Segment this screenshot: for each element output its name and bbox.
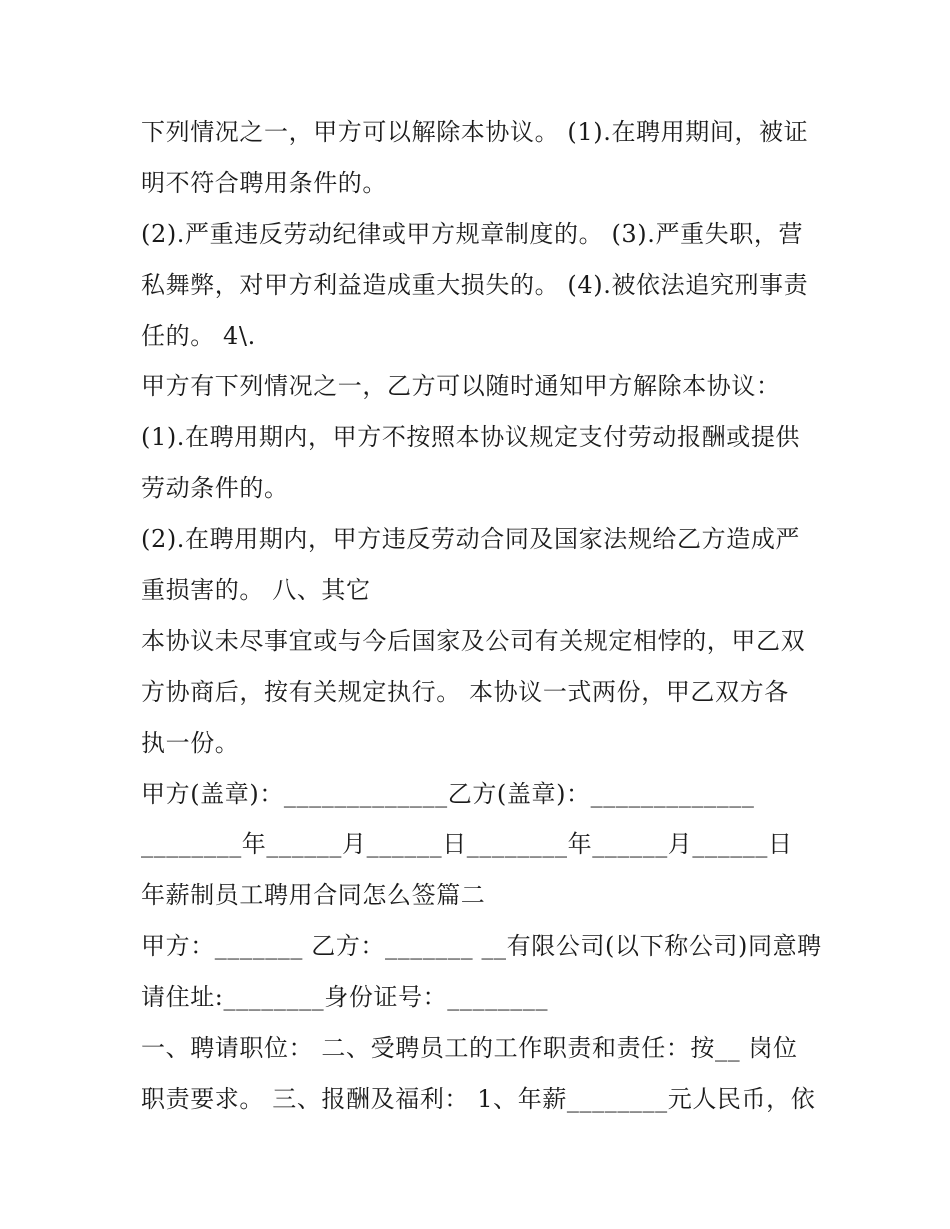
text-line: 劳动条件的。: [141, 474, 289, 503]
text-line: 下列情况之一，甲方可以解除本协议。 (1).在聘用期间，被证: [141, 118, 809, 146]
text-line: 请住址:________身份证号：________: [141, 983, 549, 1012]
text-line: 执一份。: [141, 728, 240, 757]
section-title: 年薪制员工聘用合同怎么签篇二: [141, 881, 486, 910]
text-line: 本协议未尽事宜或与今后国家及公司有关规定相悖的，甲乙双: [141, 626, 806, 655]
text-line: 一、聘请职位： 二、受聘员工的工作职责和责任：按__ 岗位: [141, 1034, 798, 1063]
text-line: (2).在聘用期内，甲方违反劳动合同及国家法规给乙方造成严: [141, 525, 801, 554]
text-line: 职责要求。 三、报酬及福利： 1、年薪________元人民币，依: [141, 1084, 816, 1113]
document-body: [141, 107, 821, 1125]
signature-line: 甲方(盖章)：_____________乙方(盖章)：_____________: [141, 779, 755, 808]
text-line: 私舞弊，对甲方利益造成重大损失的。 (4).被依法追究刑事责: [141, 270, 809, 299]
date-line: ________年______月______日________年______月______日: [141, 830, 793, 859]
text-line: 方协商后，按有关规定执行。 本协议一式两份，甲乙双方各: [141, 677, 789, 706]
text-line: 任的。 4\.: [141, 321, 256, 350]
text-line: (2).严重违反劳动纪律或甲方规章制度的。 (3).严重失职，营: [141, 219, 804, 248]
text-line: 明不符合聘用条件的。: [141, 168, 387, 197]
text-line: 甲方：_______ 乙方：_______ __有限公司(以下称公司)同意聘: [141, 932, 822, 961]
text-line: 重损害的。 八、其它: [141, 576, 371, 605]
text-line: 甲方有下列情况之一，乙方可以随时通知甲方解除本协议：: [141, 372, 781, 401]
text-line: (1).在聘用期内，甲方不按照本协议规定支付劳动报酬或提供: [141, 423, 801, 452]
